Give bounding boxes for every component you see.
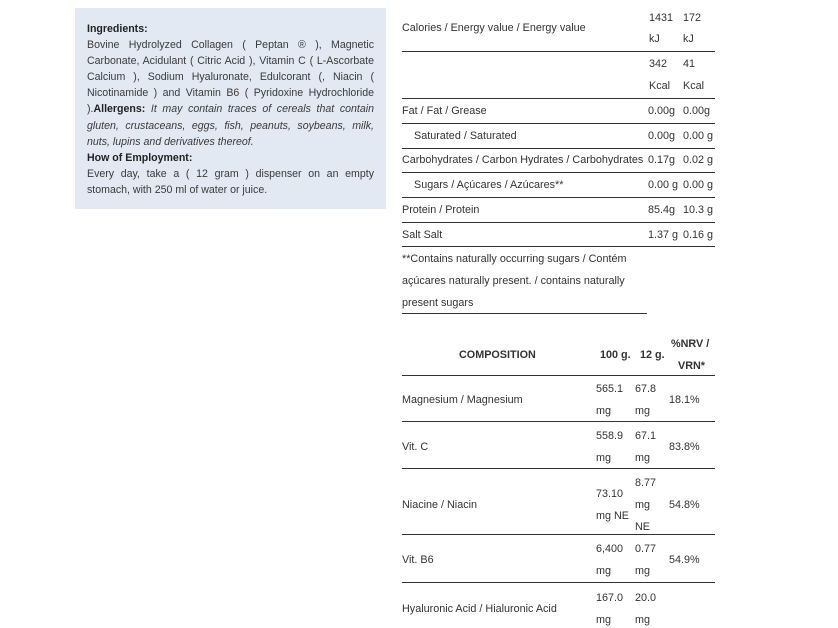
divider (402, 51, 715, 52)
calories-label: Calories / Energy value / Energy value (402, 22, 586, 34)
composition-value-100g: 73.10 (596, 488, 624, 500)
nutrient-value-12g: 0.00g (683, 105, 711, 117)
header-12g: 12 g. (640, 349, 665, 361)
nutrient-value-12g: 0.00 g (683, 179, 714, 191)
divider (402, 582, 715, 583)
divider (402, 98, 715, 99)
divider (402, 421, 715, 422)
nutrient-value-100g: 1.37 g (648, 229, 679, 241)
kcal-unit-12: Kcal (683, 80, 705, 92)
divider (402, 246, 715, 247)
composition-value-12g: mg (635, 565, 650, 577)
ingredients-text: Bovine Hydrolyzed Collagen ( Peptan ® ), Magnetic Carbonate, Acidulant ( Citric Acid ), Vitamin C ( L-Ascorbate Calcium ), Sodium Hyaluronate, Edulcorant (, Niacin ( Nicotinamide ) and Vitamin B6 ( Pyridoxine Hydrochloride ).Allergens: It may contain traces of cereals that contain gluten, crustaceans, eggs, fish, peanuts, soybeans, milk, nuts, lupins and derivatives thereof. (87, 39, 374, 148)
header-nrv: %NRV / (671, 338, 710, 350)
composition-nrv: 54.9% (669, 554, 700, 566)
composition-nrv: 18.1% (669, 394, 700, 406)
header-vrn: VRN* (678, 360, 705, 372)
composition-value-100g: 6,400 (596, 543, 624, 555)
composition-label: Vit. B6 (402, 554, 434, 566)
nutrient-label: Protein / Protein (402, 204, 480, 216)
composition-value-12g: NE (635, 521, 650, 533)
nutrient-value-100g: 0.17g (648, 154, 676, 166)
composition-value-100g: mg NE (596, 510, 629, 522)
kj-12: 172 (683, 12, 702, 24)
kj-unit-12: kJ (683, 33, 694, 45)
ingredients-panel (75, 8, 386, 209)
divider (402, 534, 715, 535)
kcal-100: 342 (649, 58, 668, 70)
composition-label: Magnesium / Magnesium (402, 394, 523, 406)
divider (402, 222, 715, 223)
nutrient-label: Sugars / Açúcares / Azúcares** (414, 179, 564, 191)
divider (402, 148, 715, 149)
composition-value-12g: mg (635, 614, 650, 626)
composition-value-100g: mg (596, 614, 611, 626)
footnote-line: **Contains naturally occurring sugars / Contém (402, 253, 627, 265)
divider (402, 172, 715, 173)
divider (402, 197, 715, 198)
composition-value-100g: mg (596, 452, 611, 464)
composition-value-12g: mg (635, 499, 650, 511)
composition-value-100g: 167.0 (596, 592, 624, 604)
composition-value-12g: 67.1 (635, 430, 657, 442)
nutrient-label: Salt Salt (402, 229, 443, 241)
divider (402, 468, 715, 469)
employment-heading: How of Employment: (87, 151, 193, 164)
composition-label: Niacine / Niacin (402, 499, 478, 511)
composition-value-12g: 8.77 (635, 477, 657, 489)
divider (402, 313, 647, 314)
ingredients-heading: Ingredients: (87, 23, 148, 35)
header-100g: 100 g. (600, 349, 631, 361)
nutrient-value-12g: 0.00 g (683, 130, 714, 142)
nutrient-value-100g: 0.00g (648, 105, 676, 117)
kj-unit-100: kJ (649, 33, 660, 45)
divider (402, 123, 715, 124)
composition-label: Vit. C (402, 441, 429, 453)
divider (402, 375, 715, 376)
nutrient-value-12g: 0.02 g (683, 154, 714, 166)
nutrient-value-100g: 0.00g (648, 130, 676, 142)
composition-value-100g: 565.1 (596, 383, 624, 395)
nutrient-value-12g: 0.16 g (683, 229, 714, 241)
employment-text: Every day, take a ( 12 gram ) dispenser on an empty stomach, with 250 ml of water or juice. (87, 167, 374, 196)
composition-nrv: 83.8% (669, 441, 700, 453)
composition-value-100g: mg (596, 405, 611, 417)
footnote-line: açúcares naturally present. / contains naturally (402, 275, 625, 287)
nutrient-label: Fat / Fat / Grease (402, 105, 487, 117)
nutrient-value-100g: 85.4g (648, 204, 676, 216)
composition-value-100g: mg (596, 565, 611, 577)
composition-nrv: 54.8% (669, 499, 700, 511)
composition-header: COMPOSITION (459, 349, 536, 361)
nutrient-value-12g: 10.3 g (683, 204, 714, 216)
composition-value-12g: mg (635, 405, 650, 417)
kj-100: 1431 (649, 12, 674, 24)
kcal-12: 41 (683, 58, 696, 70)
composition-value-12g: 0.77 (635, 543, 657, 555)
nutrient-value-100g: 0.00 g (648, 179, 679, 191)
allergens-text: It may contain traces of cereals that contain gluten, crustaceans, eggs, fish, peanuts, soybeans, milk, nuts, lupins and derivatives thereof. (87, 103, 374, 148)
nutrient-label: Carbohydrates / Carbon Hydrates / Carbohydrates (402, 154, 644, 166)
composition-value-100g: 558.9 (596, 430, 624, 442)
composition-label: Hyaluronic Acid / Hialuronic Acid (402, 603, 557, 615)
composition-value-12g: 67.8 (635, 383, 657, 395)
composition-value-12g: mg (635, 452, 650, 464)
nutrient-label: Saturated / Saturated (414, 130, 517, 142)
composition-value-12g: 20.0 (635, 592, 657, 604)
footnote-line: present sugars (402, 297, 474, 309)
allergens-label: Allergens: (93, 103, 146, 116)
kcal-unit-100: Kcal (649, 80, 671, 92)
